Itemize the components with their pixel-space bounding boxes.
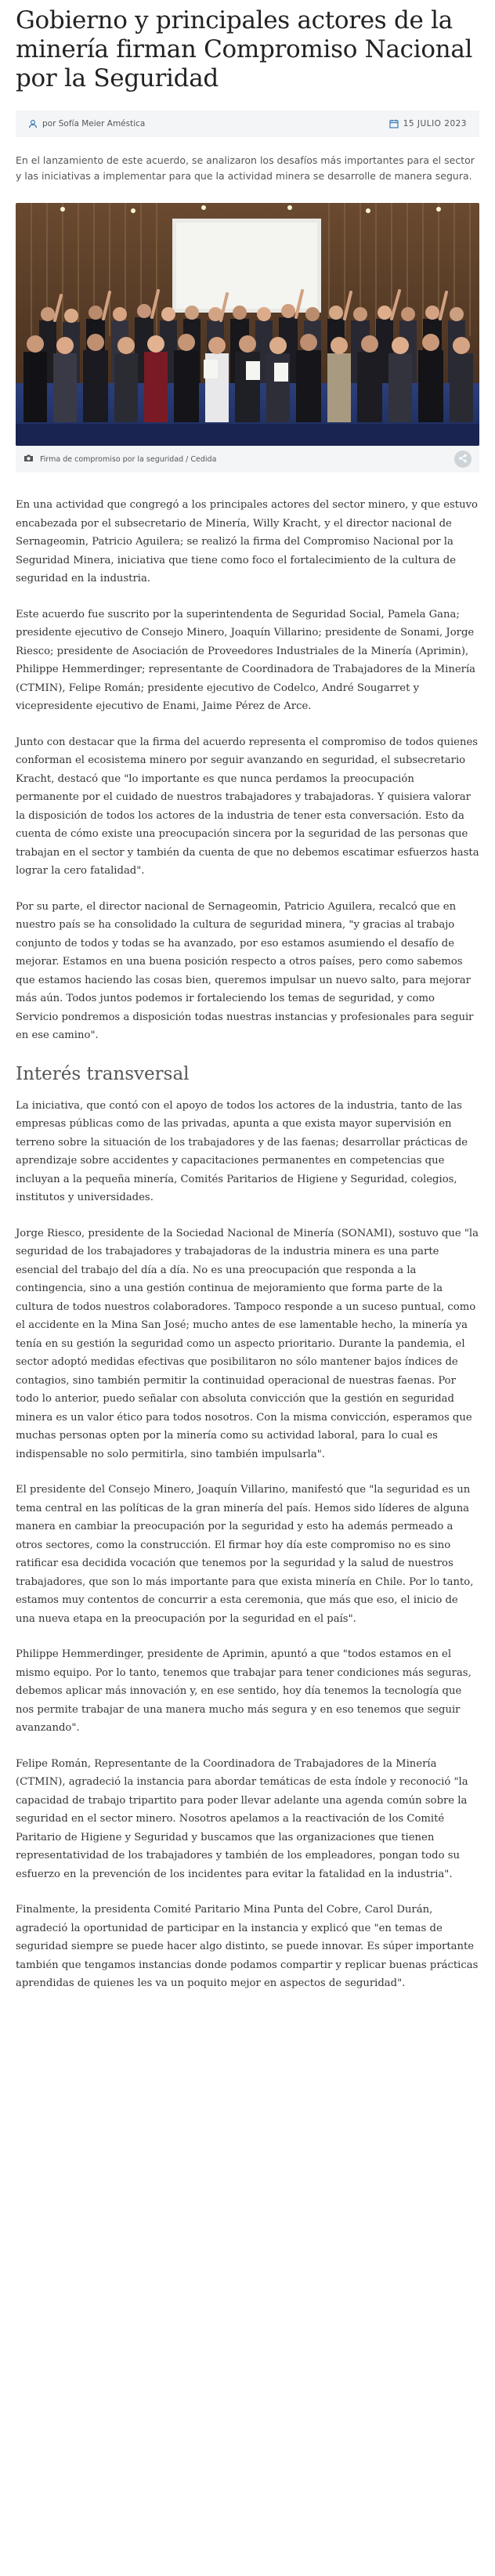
article-meta-bar — [16, 110, 479, 137]
image-caption: Firma de compromiso por la seguridad / Cedida — [40, 454, 217, 464]
calendar-icon — [389, 119, 399, 128]
body-paragraph: Jorge Riesco, presidente de la Sociedad Nacional de Minería (SONAMI), sostuvo que "la seguridad de los trabajadores y trabajadoras de la industria minera es una parte esencial del trabajo del día a día. No es una preocupación que responda a la contingencia, sino a una gestión continua de mejoramiento que forma parte de la cultura de todos nuestros colaboradores. Tampoco responde a un suceso puntual, como el accidente en la Mina San José; mucho antes de ese lamentable hecho, la minería ya tenía en su gestión la seguridad como un aspecto prioritario. Durante la pandemia, el sector adoptó medidas efectivas que posibilitaron no sólo mantener bajos índices de contagios, sino también permitir la continuidad operacional de nuestras faenas. Por todo lo anterior, puedo señalar con absoluta convicción que la gestión en seguridad minera es un valor ético para todos nosotros. Con la misma convicción, esperamos que muchas personas opten por la minería como su actividad laboral, para lo cual es indispensable no solo permitirla, sino también impulsarla". — [16, 1227, 479, 1460]
body-paragraph: Finalmente, la presidenta Comité Paritario Mina Punta del Cobre, Carol Durán, agradeció la oportunidad de participar en la instancia y explicó que "en temas de seguridad siempre se puede hacer algo distinto, se puede innovar. Es súper importante también que tengamos instancias donde podamos compartir y replicar buenas prácticas aprendidas de quienes les va un poquito mejor en aspectos de seguridad". — [16, 1904, 479, 1989]
article-lead: En el lanzamiento de este acuerdo, se analizaron los desafíos más importantes para el sector y las iniciativas a implementar para que la actividad minera se desarrolle de manera segura. — [16, 154, 475, 182]
body-paragraph: Junto con destacar que la firma del acuerdo representa el compromiso de todos quienes conforman el ecosistema minero por seguir avanzando en seguridad, el subsecretario Kracht, destacó que "lo importante es que nunca perdamos la preocupación permanente por el cuidado de nuestros trabajadores y trabajadoras. Y quisiera valorar la disposición de todos los actores de la industria de tener esta conversación. Esto da cuenta de cómo existe una preocupación sincera por la seguridad de las personas que trabajan en el sector y también da cuenta de que no debemos escatimar esfuerzos hasta lograr la cero fatalidad". — [16, 736, 479, 877]
body-paragraph: La iniciativa, que contó con el apoyo de todos los actores de la industria, tanto de las empresas públicas como de las privadas, apunta a que exista mayor supervisión en terreno sobre la situación de los trabajadores y de las faenas; desarrollar prácticas de aprendizaje sobre accidentes y capacitaciones permanentes en competencias que incluyan a la pequeña minería, Comités Paritarios de Higiene y Seguridad, colegios, institutos y universidades. — [16, 1099, 468, 1203]
share-icon — [458, 454, 468, 465]
camera-icon — [23, 454, 34, 465]
group-photo-illustration — [16, 203, 479, 446]
body-paragraph: En una actividad que congregó a los principales actores del sector minero, y que estuvo encabezada por el subsecretario de Minería, Willy Kracht, y el director nacional de Sernageomin, Patricio Aguilera; se realizó la firma del Compromiso Nacional por la Seguridad Minera, iniciativa que tiene como foco el fortalecimiento de la cultura de seguridad en la industria. — [16, 499, 478, 584]
date-info — [389, 119, 467, 128]
body-paragraph: Philippe Hemmerdinger, presidente de Aprimin, apuntó a que "todos estamos en el mismo equipo. Por lo tanto, tenemos que trabajar para tener condiciones más seguras, debemos aplicar más innovación y, en ese sentido, hoy día tenemos la tecnología que nos permite trabajar de una manera mucho más segura y en eso tenemos que seguir avanzando". — [16, 1648, 472, 1734]
body-paragraph: Felipe Román, Representante de la Coordinadora de Trabajadores de la Minería (CTMIN), agradeció la instancia para abordar temáticas de esta índole y reconoció "la capacidad de trabajo tripartito para poder llevar adelante una agenda común sobre la seguridad en el sector minero. Nosotros apelamos a la reactivación de los Comité Paritario de Higiene y Seguridad y buscamos que las organizaciones que tienen representatividad de los trabajadores y también de los empleadores, pongan todo su esfuerzo en la prevención de los incidentes para evitar la fatalidad en la industria". — [16, 1757, 468, 1880]
share-button[interactable] — [454, 450, 472, 468]
caption-left — [23, 454, 216, 465]
section-heading: Interés transversal — [16, 1063, 190, 1084]
author-info — [28, 119, 145, 128]
body-paragraph: Por su parte, el director nacional de Sernageomin, Patricio Aguilera, recalcó que en nuestro país se ha consolidado la cultura de seguridad minera, "y gracias al trabajo conjunto de todos y todas se ha avanzado, por eso estamos asumiendo el desafío de mejorar. Estamos en una buena posición respecto a otros países, pero como sabemos que estamos haciendo las cosas bien, queremos impulsar un nuevo salto, para mejorar más aún. Todos juntos podemos ir fortaleciendo los temas de seguridad, y como Servicio pondremos a disposición todas nuestras instancias y profesionales para seguir en ese camino". — [16, 900, 474, 1041]
article-title: Gobierno y principales actores de la minería firman Compromiso Nacional por la Seguridad — [16, 6, 473, 92]
image-caption-bar — [16, 446, 479, 472]
publish-date: 15 JULIO 2023 — [403, 119, 467, 128]
body-paragraph: Este acuerdo fue suscrito por la superintendenta de Seguridad Social, Pamela Gana; presidente ejecutivo de Consejo Minero, Joaquín Villarino; presidente de Sonami, Jorge Riesco; presidente de Asociación de Proveedores Industriales de la Minería (Aprimin), Philippe Hemmerdinger; representante de Coordinadora de Trabajadores de la Minería (CTMIN), Felipe Román; presidente ejecutivo de Codelco, André Sougarret y vicepresidente ejecutivo de Enami, Jaime Pérez de Arce. — [16, 608, 476, 712]
author-name[interactable]: por Sofía Meier Améstica — [42, 119, 146, 128]
body-paragraph: El presidente del Consejo Minero, Joaquín Villarino, manifestó que "la seguridad es un tema central en las políticas de la gran minería del país. Hemos sido líderes de alguna manera en cambiar la preocupación por la seguridad y esto ha además permeado a otros sectores, como la construcción. El firmar hoy día este compromiso no es sino ratificar esa decidida vocación que tenemos por la seguridad y la salud de nuestros trabajadores, que son lo más importante para que exista minería en Chile. Por lo tanto, estamos muy contentos de concurrir a esta ceremonia, que más que eso, el inicio de una nueva etapa en la preocupación por la seguridad en el país". — [16, 1484, 474, 1625]
article-body — [16, 496, 479, 1993]
article-image[interactable] — [16, 203, 479, 446]
user-icon — [28, 119, 38, 128]
